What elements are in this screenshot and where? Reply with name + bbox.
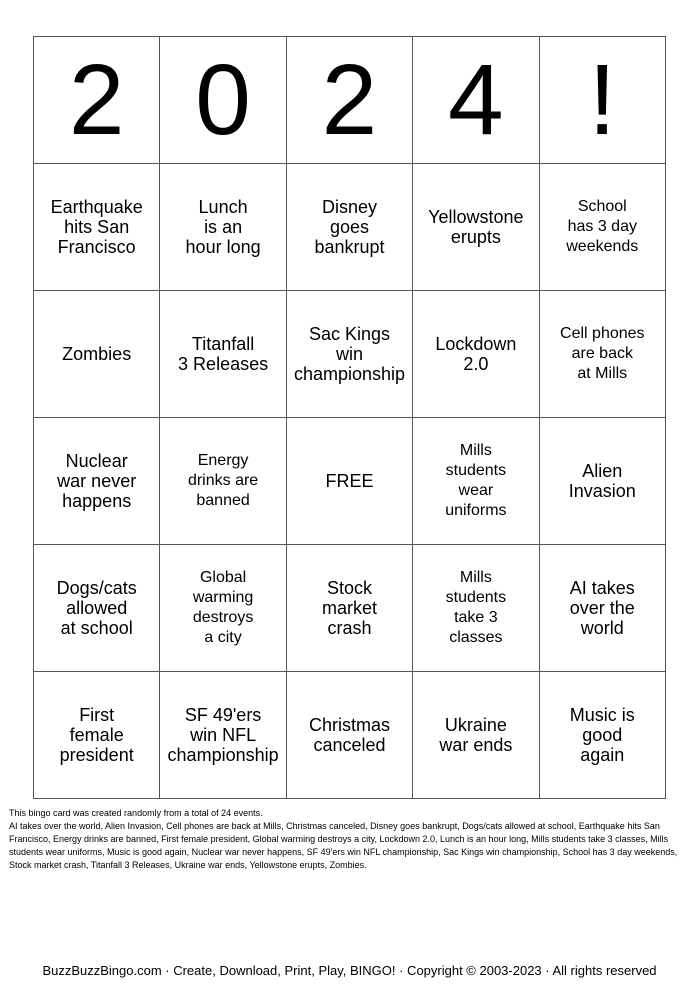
bingo-cell: [286, 545, 412, 672]
bingo-cell-label: Zombies: [62, 344, 132, 364]
bingo-cell-label: Mills students wear uniforms: [445, 442, 507, 519]
bingo-cell: [34, 545, 160, 672]
bingo-cell-label: Dogs/cats allowed at school: [56, 578, 137, 638]
bingo-cell: [539, 418, 665, 545]
bingo-cell: [286, 291, 412, 418]
bingo-cell: [160, 164, 286, 291]
bingo-cell: [34, 291, 160, 418]
bingo-cell-label: Stock market crash: [321, 578, 377, 638]
bingo-cell-label: Disney goes bankrupt: [314, 197, 385, 257]
bingo-card: [33, 36, 666, 799]
copyright-line: BuzzBuzzBingo.com · Create, Download, Print, Play, BINGO! · Copyright © 2003-2023 · All rights reserved: [42, 963, 657, 978]
bingo-cell-label: First female president: [59, 705, 134, 765]
bingo-cell: [160, 418, 286, 545]
card-intro: This bingo card was created randomly from a total of 24 events.: [9, 808, 263, 818]
bingo-cell-label: Christmas canceled: [308, 715, 390, 755]
bingo-cell: [539, 545, 665, 672]
bingo-cell: [160, 291, 286, 418]
bingo-cell-label: Yellowstone erupts: [428, 207, 524, 247]
bingo-cell: [413, 164, 539, 291]
bingo-cell-label: Global warming destroys a city: [192, 569, 254, 646]
bingo-cell-label: AI takes over the world: [569, 578, 635, 638]
bingo-cell: [160, 672, 286, 799]
bingo-cell: [34, 164, 160, 291]
bingo-cell-label: Cell phones are back at Mills: [560, 325, 645, 382]
bingo-cell-label: Lunch is an hour long: [185, 197, 261, 257]
bingo-cell: [539, 164, 665, 291]
bingo-cell: [413, 545, 539, 672]
bingo-cell-label: School has 3 day weekends: [566, 198, 639, 255]
bingo-cell-label: Earthquake hits San Francisco: [50, 197, 143, 257]
bingo-row: [34, 545, 666, 672]
bingo-cell-label: Nuclear war never happens: [57, 451, 137, 511]
bingo-cell-label: Lockdown 2.0: [435, 334, 517, 374]
bingo-cell-label: Music is good again: [569, 705, 635, 765]
bingo-cell: [34, 418, 160, 545]
header-cell: 2: [34, 37, 160, 164]
event-list: AI takes over the world, Alien Invasion, Cell phones are back at Mills, Christmas canceled, Disney goes bankrupt, Dogs/cats allowed at school, Earthquake hits San Francisco, Energy drinks are banned, First female president, Global warming destroys a city, Lockdown 2.0, Lunch is an hour long, Mills students take 3 classes, Mills students wear uniforms, Music is good again, Nuclear war never happens, SF 49'ers win NFL championship, Sac Kings win championship, School has 3 day weekends, Stock market crash, Titanfall 3 Releases, Ukraine war ends, Yellowstone erupts, Zombies.: [9, 821, 678, 870]
card-description: [9, 807, 689, 872]
bingo-cell-label: Alien Invasion: [568, 461, 636, 501]
bingo-cell-label: Sac Kings win championship: [293, 324, 406, 384]
bingo-cell-label: SF 49'ers win NFL championship: [167, 705, 279, 765]
header-cell: 2: [286, 37, 412, 164]
bingo-cell: [413, 418, 539, 545]
bingo-row: [34, 291, 666, 418]
bingo-cell: [286, 672, 412, 799]
bingo-cell: [286, 164, 412, 291]
bingo-cell: [539, 672, 665, 799]
bingo-cell: [413, 672, 539, 799]
bingo-cell-label: FREE: [325, 471, 374, 491]
header-cell: !: [539, 37, 665, 164]
bingo-row: [34, 164, 666, 291]
bingo-cell-label: Energy drinks are banned: [187, 452, 259, 509]
bingo-row: [34, 418, 666, 545]
header-cell: 4: [413, 37, 539, 164]
bingo-cell: [34, 672, 160, 799]
bingo-cell: [413, 291, 539, 418]
bingo-cell-label: Mills students take 3 classes: [445, 569, 507, 646]
header-cell: 0: [160, 37, 286, 164]
bingo-cell-label: Ukraine war ends: [439, 715, 513, 755]
bingo-row: [34, 672, 666, 799]
bingo-cell-label: Titanfall 3 Releases: [178, 334, 269, 374]
bingo-cell: [160, 545, 286, 672]
bingo-cell: [539, 291, 665, 418]
free-space: [286, 418, 412, 545]
header-row: [34, 37, 666, 164]
